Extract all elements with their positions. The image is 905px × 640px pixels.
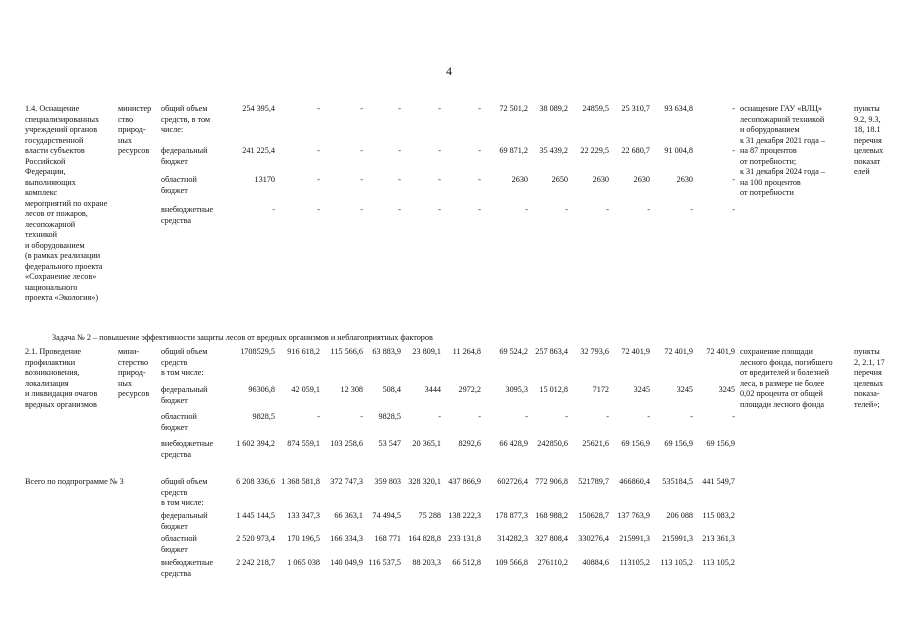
funding-value-cell: 115 566,6 <box>330 347 363 356</box>
funding-value-cell: - <box>478 104 481 113</box>
executor-line: ство <box>118 114 134 124</box>
measure-name-line: лесов от пожаров, <box>25 209 88 218</box>
funding-source-label: средств <box>161 357 188 367</box>
funding-value-cell: 133 347,3 <box>287 511 320 520</box>
page-number: 4 <box>446 64 452 78</box>
funding-value-cell: - <box>317 104 320 113</box>
funding-source-label: средств <box>161 487 188 497</box>
funding-source-label: бюджет <box>161 395 188 405</box>
indicator-ref-line: 18, 18.1 <box>854 125 881 134</box>
measure-name-line: федерального проекта <box>25 261 103 271</box>
measure-name-line: «Сохранение лесов» <box>25 272 97 281</box>
indicator-ref-line: целевых <box>854 378 884 388</box>
funding-value-cell: 168 771 <box>374 534 401 543</box>
expected-result-line: леса, в размере не более <box>740 378 825 388</box>
funding-value-cell: 166 334,3 <box>330 534 363 543</box>
funding-value-cell: - <box>317 412 320 421</box>
funding-value-cell: - <box>478 412 481 421</box>
measure-name-line: проекта «Экология») <box>25 293 99 302</box>
funding-source-label: средств, в том <box>161 114 211 124</box>
funding-value-cell: - <box>398 104 401 113</box>
funding-value-cell: 24859,5 <box>582 104 609 113</box>
funding-value-cell: 2 242 218,7 <box>236 558 275 567</box>
funding-value-cell: 12 308 <box>340 385 363 394</box>
indicator-ref-line: 2, 2.1, 17 <box>854 357 885 367</box>
funding-value-cell: - <box>317 146 320 155</box>
funding-value-cell: 7172 <box>592 385 609 394</box>
funding-value-cell: 1 445 144,5 <box>236 511 275 520</box>
expected-result-line: от потребности <box>740 188 794 197</box>
executor-line: ных <box>118 135 132 145</box>
funding-value-cell: 8292,6 <box>458 439 481 448</box>
funding-value-cell: 32 793,6 <box>580 347 609 356</box>
funding-value-cell: - <box>438 104 441 113</box>
indicator-ref-line: показат <box>854 156 881 166</box>
funding-source-label: внебюджетные <box>161 205 214 214</box>
funding-value-cell: 25 310,7 <box>621 104 650 113</box>
funding-value-cell: 69 871,2 <box>499 146 528 155</box>
funding-value-cell: 42 059,1 <box>291 385 320 394</box>
funding-value-cell: 115 083,2 <box>702 511 735 520</box>
indicator-ref-line: пункты <box>854 104 880 113</box>
executor-line: ресурсов <box>118 389 150 398</box>
funding-value-cell: - <box>732 104 735 113</box>
funding-value-cell: 3095,3 <box>505 385 528 394</box>
measure-name-line: 1.4. Оснащение <box>25 104 80 113</box>
funding-value-cell: 602726,4 <box>497 477 528 486</box>
funding-value-cell: 772 906,8 <box>535 477 568 486</box>
funding-value-cell: 233 131,8 <box>448 534 481 543</box>
funding-value-cell: - <box>690 205 693 214</box>
funding-value-cell: 2630 <box>511 175 528 184</box>
expected-result-line: площади лесного фонда <box>740 399 825 409</box>
funding-value-cell: 874 559,1 <box>287 439 320 448</box>
expected-result-line: оснащение ГАУ «ВЛЦ» <box>740 104 823 113</box>
funding-value-cell: 2630 <box>592 175 609 184</box>
expected-result-line: сохранение площади <box>740 347 813 356</box>
funding-value-cell: 213 361,3 <box>702 534 735 543</box>
expected-result-line: к 31 декабря 2021 года – <box>740 135 825 145</box>
funding-value-cell: 327 808,4 <box>535 534 568 543</box>
measure-name-line: Российской <box>25 156 66 166</box>
funding-value-cell: 1708529,5 <box>240 347 275 356</box>
funding-value-cell: 140 049,9 <box>330 558 363 567</box>
funding-value-cell: - <box>732 205 735 214</box>
funding-value-cell: - <box>478 205 481 214</box>
funding-value-cell: 22 229,5 <box>580 146 609 155</box>
measure-name-line: локализация <box>25 378 69 388</box>
funding-value-cell: - <box>438 175 441 184</box>
funding-value-cell: 72 501,2 <box>499 104 528 113</box>
measure-name-line: Федерации, <box>25 167 66 176</box>
funding-value-cell: 23 809,1 <box>412 347 441 356</box>
funding-source-label: федеральный <box>161 146 208 155</box>
funding-value-cell: 535184,5 <box>662 477 693 486</box>
measure-name-line: комплекс <box>25 188 58 197</box>
measure-name-line: лесопожарной <box>25 219 76 229</box>
funding-value-cell: 15 012,8 <box>539 385 568 394</box>
funding-source-label: областной <box>161 175 197 184</box>
funding-value-cell: 69 156,9 <box>621 439 650 448</box>
measure-name-line: техникой <box>25 230 57 239</box>
funding-value-cell: 330276,4 <box>578 534 609 543</box>
funding-value-cell: 372 747,3 <box>330 477 363 486</box>
funding-value-cell: 170 196,5 <box>287 534 320 543</box>
funding-value-cell: 75 288 <box>418 511 441 520</box>
measure-name-line: Всего по подпрограмме № 3 <box>25 477 124 486</box>
measure-name-line: государственной <box>25 135 84 145</box>
expected-result-line: лесного фонда, погибшего <box>740 357 833 367</box>
funding-value-cell: 109 566,8 <box>495 558 528 567</box>
funding-value-cell: 9828,5 <box>252 412 275 421</box>
funding-value-cell: 11 264,8 <box>452 347 481 356</box>
funding-source-label: федеральный <box>161 511 208 520</box>
funding-value-cell: - <box>360 205 363 214</box>
funding-value-cell: - <box>272 205 275 214</box>
expected-result-line: на 100 процентов <box>740 177 801 187</box>
funding-value-cell: 508,4 <box>382 385 401 394</box>
executor-line: природ- <box>118 368 146 377</box>
funding-value-cell: - <box>360 175 363 184</box>
measure-name-line: национального <box>25 282 78 292</box>
measure-name-line: и ликвидация очагов <box>25 389 98 398</box>
funding-value-cell: - <box>732 146 735 155</box>
funding-value-cell: 2650 <box>551 175 568 184</box>
executor-line: стерство <box>118 357 149 367</box>
funding-value-cell: - <box>565 205 568 214</box>
funding-source-label: федеральный <box>161 385 208 394</box>
measure-name-line: 2.1. Проведение <box>25 347 81 356</box>
funding-value-cell: 53 547 <box>378 439 401 448</box>
funding-source-label: средства <box>161 449 192 459</box>
funding-value-cell: 2972,2 <box>458 385 481 394</box>
funding-value-cell: - <box>317 175 320 184</box>
indicator-ref-line: елей <box>854 167 870 176</box>
funding-value-cell: - <box>398 205 401 214</box>
funding-value-cell: 116 537,5 <box>368 558 401 567</box>
funding-value-cell: 254 395,4 <box>242 104 275 113</box>
measure-name-line: и оборудованием <box>25 240 85 250</box>
funding-source-label: областной <box>161 412 197 421</box>
funding-value-cell: - <box>438 146 441 155</box>
funding-value-cell: 276110,2 <box>537 558 568 567</box>
funding-source-label: числе: <box>161 125 184 134</box>
funding-source-label: в том числе: <box>161 368 204 377</box>
funding-value-cell: 1 065 038 <box>287 558 320 567</box>
funding-value-cell: - <box>438 205 441 214</box>
funding-value-cell: 66 512,8 <box>452 558 481 567</box>
funding-value-cell: - <box>398 146 401 155</box>
funding-source-label: бюджет <box>161 185 188 195</box>
funding-source-label: бюджет <box>161 156 188 166</box>
task-heading: Задача № 2 – повышение эффективности защиты лесов от вредных организмов и неблагоприятных факторов <box>52 333 433 342</box>
funding-value-cell: 437 866,9 <box>448 477 481 486</box>
expected-result-line: к 31 декабря 2024 года – <box>740 167 825 176</box>
funding-value-cell: 69 156,9 <box>664 439 693 448</box>
funding-source-label: общий объем <box>161 477 208 486</box>
measure-name-line: (в рамках реализации <box>25 251 101 260</box>
funding-value-cell: 66 363,1 <box>334 511 363 520</box>
funding-value-cell: 359 803 <box>374 477 401 486</box>
funding-value-cell: 25621,6 <box>582 439 609 448</box>
funding-value-cell: 1 368 581,8 <box>281 477 320 486</box>
funding-value-cell: 215991,3 <box>619 534 650 543</box>
funding-value-cell: 1 602 394,2 <box>236 439 275 448</box>
funding-value-cell: 20 365,1 <box>412 439 441 448</box>
indicator-ref-line: 9.2, 9.3, <box>854 114 881 124</box>
funding-value-cell: 22 680,7 <box>621 146 650 155</box>
funding-value-cell: 138 222,3 <box>448 511 481 520</box>
executor-line: мини- <box>118 347 140 356</box>
funding-value-cell: 113 105,2 <box>702 558 735 567</box>
funding-value-cell: 74 494,5 <box>372 511 401 520</box>
funding-value-cell: - <box>478 175 481 184</box>
funding-value-cell: - <box>478 146 481 155</box>
funding-value-cell: 72 401,9 <box>621 347 650 356</box>
funding-value-cell: 466860,4 <box>619 477 650 486</box>
funding-value-cell: - <box>317 205 320 214</box>
funding-value-cell: 441 549,7 <box>702 477 735 486</box>
funding-value-cell: 916 618,2 <box>287 347 320 356</box>
indicator-ref-line: телей»; <box>854 399 880 409</box>
funding-value-cell: - <box>647 412 650 421</box>
funding-value-cell: 2630 <box>676 175 693 184</box>
funding-source-label: в том числе: <box>161 498 204 507</box>
funding-source-label: внебюджетные <box>161 439 214 448</box>
funding-value-cell: - <box>398 175 401 184</box>
funding-value-cell: - <box>732 175 735 184</box>
funding-source-label: бюджет <box>161 422 188 432</box>
funding-value-cell: 91 004,8 <box>664 146 693 155</box>
funding-value-cell: 6 208 336,6 <box>236 477 275 486</box>
funding-source-label: средства <box>161 568 192 578</box>
funding-value-cell: 113105,2 <box>619 558 650 567</box>
funding-value-cell: 96306,8 <box>248 385 275 394</box>
expected-result-line: от вредителей и болезней <box>740 368 830 377</box>
funding-value-cell: 35 439,2 <box>539 146 568 155</box>
funding-value-cell: 328 320,1 <box>408 477 441 486</box>
funding-value-cell: - <box>606 205 609 214</box>
funding-source-label: бюджет <box>161 521 188 531</box>
funding-value-cell: - <box>606 412 609 421</box>
funding-value-cell: 9828,5 <box>378 412 401 421</box>
indicator-ref-line: перечня <box>854 135 882 145</box>
funding-value-cell: 3444 <box>424 385 441 394</box>
funding-value-cell: 164 828,8 <box>408 534 441 543</box>
measure-name-line: профилактики <box>25 357 76 367</box>
funding-value-cell: 168 988,2 <box>535 511 568 520</box>
expected-result-line: от потребности; <box>740 156 797 166</box>
funding-source-label: областной <box>161 534 197 543</box>
expected-result-line: лесопожарной техникой <box>740 114 825 124</box>
funding-value-cell: 3245 <box>718 385 735 394</box>
measure-name-line: специализированных <box>25 114 100 124</box>
funding-value-cell: - <box>360 412 363 421</box>
funding-value-cell: - <box>438 412 441 421</box>
funding-value-cell: 3245 <box>676 385 693 394</box>
funding-value-cell: - <box>525 205 528 214</box>
funding-value-cell: - <box>360 104 363 113</box>
funding-value-cell: 69 524,2 <box>499 347 528 356</box>
funding-source-label: общий объем <box>161 347 208 356</box>
funding-value-cell: 113 105,2 <box>660 558 693 567</box>
funding-value-cell: 242850,6 <box>537 439 568 448</box>
expected-result-line: на 87 процентов <box>740 146 797 155</box>
funding-value-cell: 206 088 <box>666 511 693 520</box>
funding-source-label: внебюджетные <box>161 558 214 567</box>
funding-value-cell: 178 877,3 <box>495 511 528 520</box>
funding-value-cell: 40884,6 <box>582 558 609 567</box>
measure-name-line: возникновения, <box>25 368 80 377</box>
executor-line: ресурсов <box>118 146 150 155</box>
indicator-ref-line: целевых <box>854 146 884 155</box>
executor-line: ных <box>118 378 132 388</box>
funding-value-cell: 13170 <box>254 175 275 184</box>
measure-name-line: учреждений органов <box>25 125 98 134</box>
funding-value-cell: 150628,7 <box>578 511 609 520</box>
indicator-ref-line: показа- <box>854 389 880 398</box>
executor-line: министер <box>118 104 152 113</box>
executor-line: природ- <box>118 125 146 134</box>
measure-name-line: выполняющих <box>25 177 76 187</box>
measure-name-line: вредных организмов <box>25 399 97 409</box>
funding-value-cell: 137 763,9 <box>617 511 650 520</box>
funding-value-cell: 314282,3 <box>497 534 528 543</box>
funding-value-cell: - <box>565 412 568 421</box>
funding-value-cell: 88 203,3 <box>412 558 441 567</box>
funding-value-cell: - <box>360 146 363 155</box>
indicator-ref-line: пункты <box>854 347 880 356</box>
funding-value-cell: 2630 <box>633 175 650 184</box>
funding-value-cell: - <box>647 205 650 214</box>
funding-value-cell: 72 401,9 <box>664 347 693 356</box>
measure-name-line: мероприятий по охране <box>25 198 108 208</box>
measure-name-line: власти субъектов <box>25 146 85 155</box>
expected-result-line: 0,02 процента от общей <box>740 389 823 398</box>
funding-source-label: общий объем <box>161 104 208 113</box>
indicator-ref-line: перечня <box>854 368 882 377</box>
funding-value-cell: - <box>732 412 735 421</box>
funding-value-cell: - <box>690 412 693 421</box>
funding-value-cell: 257 863,4 <box>535 347 568 356</box>
funding-value-cell: 72 401,9 <box>706 347 735 356</box>
funding-value-cell: 215991,3 <box>662 534 693 543</box>
funding-value-cell: 2 520 973,4 <box>236 534 275 543</box>
funding-source-label: средства <box>161 215 192 225</box>
funding-source-label: бюджет <box>161 544 188 554</box>
expected-result-line: и оборудованием <box>740 125 800 134</box>
funding-value-cell: 69 156,9 <box>706 439 735 448</box>
funding-value-cell: 63 883,9 <box>372 347 401 356</box>
funding-value-cell: - <box>525 412 528 421</box>
funding-value-cell: 66 428,9 <box>499 439 528 448</box>
funding-value-cell: 3245 <box>633 385 650 394</box>
funding-value-cell: 38 089,2 <box>539 104 568 113</box>
funding-value-cell: 521789,7 <box>578 477 609 486</box>
funding-value-cell: 241 225,4 <box>242 146 275 155</box>
funding-value-cell: 93 634,8 <box>664 104 693 113</box>
funding-value-cell: 103 258,6 <box>330 439 363 448</box>
